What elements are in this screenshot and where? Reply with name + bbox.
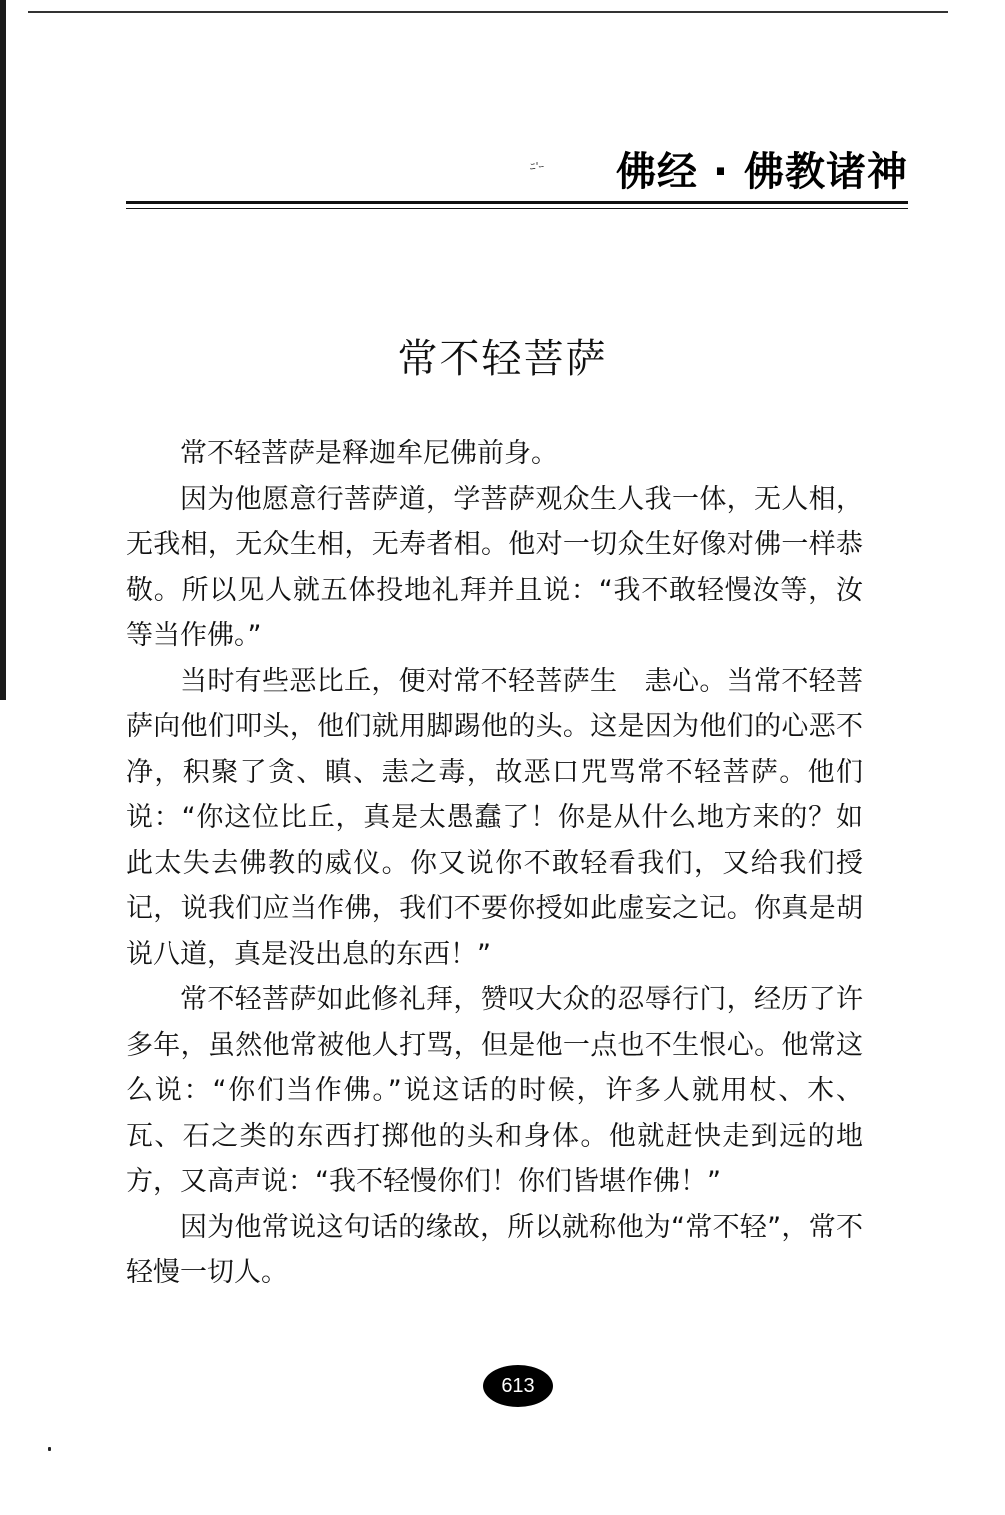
running-header	[126, 140, 908, 210]
chapter-title: 常不轻菩萨	[397, 335, 608, 382]
page-number: 613	[483, 1365, 553, 1407]
paragraph: 常不轻菩萨如此修礼拜，赞叹大众的忍辱行门，经历了许多年，虽然他常被他人打骂，但是他一点也不生恨心。他常这么说：“你们当作佛。”说这话的时候，许多人就用杖、木、瓦、石之类的东西打掷他的头和身体。他就赶快走到远的地方，又高声说：“我不轻慢你们！你们皆堪作佛！”	[126, 984, 863, 1197]
scan-speck	[48, 1447, 51, 1451]
header-mark: ﾆ'ｰ	[530, 160, 545, 173]
header-rule-thick	[126, 201, 908, 204]
body-text	[126, 431, 863, 1296]
header-title: 佛经 · 佛教诸神	[615, 149, 908, 195]
header-rule-thin	[126, 208, 908, 209]
paragraph: 当时有些恶比丘，便对常不轻菩萨生 恚心。当常不轻菩萨向他们叩头，他们就用脚踢他的头。这是因为他们的心恶不净，积聚了贪、瞋、恚之毒，故恶口咒骂常不轻菩萨。他们说：“你这位比丘，真是太愚蠢了！你是从什么地方来的？如此太失去佛教的威仪。你又说你不敢轻看我们，又给我们授记，说我们应当作佛，我们不要你授如此虚妄之记。你真是胡说八道，真是没出息的东西！”	[126, 665, 863, 970]
scan-top-line	[28, 11, 948, 13]
paragraph: 常不轻菩萨是释迦牟尼佛前身。	[180, 438, 558, 469]
paragraph: 因为他常说这句话的缘故，所以就称他为“常不轻”，常不轻慢一切人。	[126, 1211, 863, 1288]
paragraph: 因为他愿意行菩萨道，学菩萨观众生人我一体，无人相，无我相，无众生相，无寿者相。他对一切众生好像对佛一样恭敬。所以见人就五体投地礼拜并且说：“我不敢轻慢汝等，汝等当作佛。”	[126, 483, 863, 651]
